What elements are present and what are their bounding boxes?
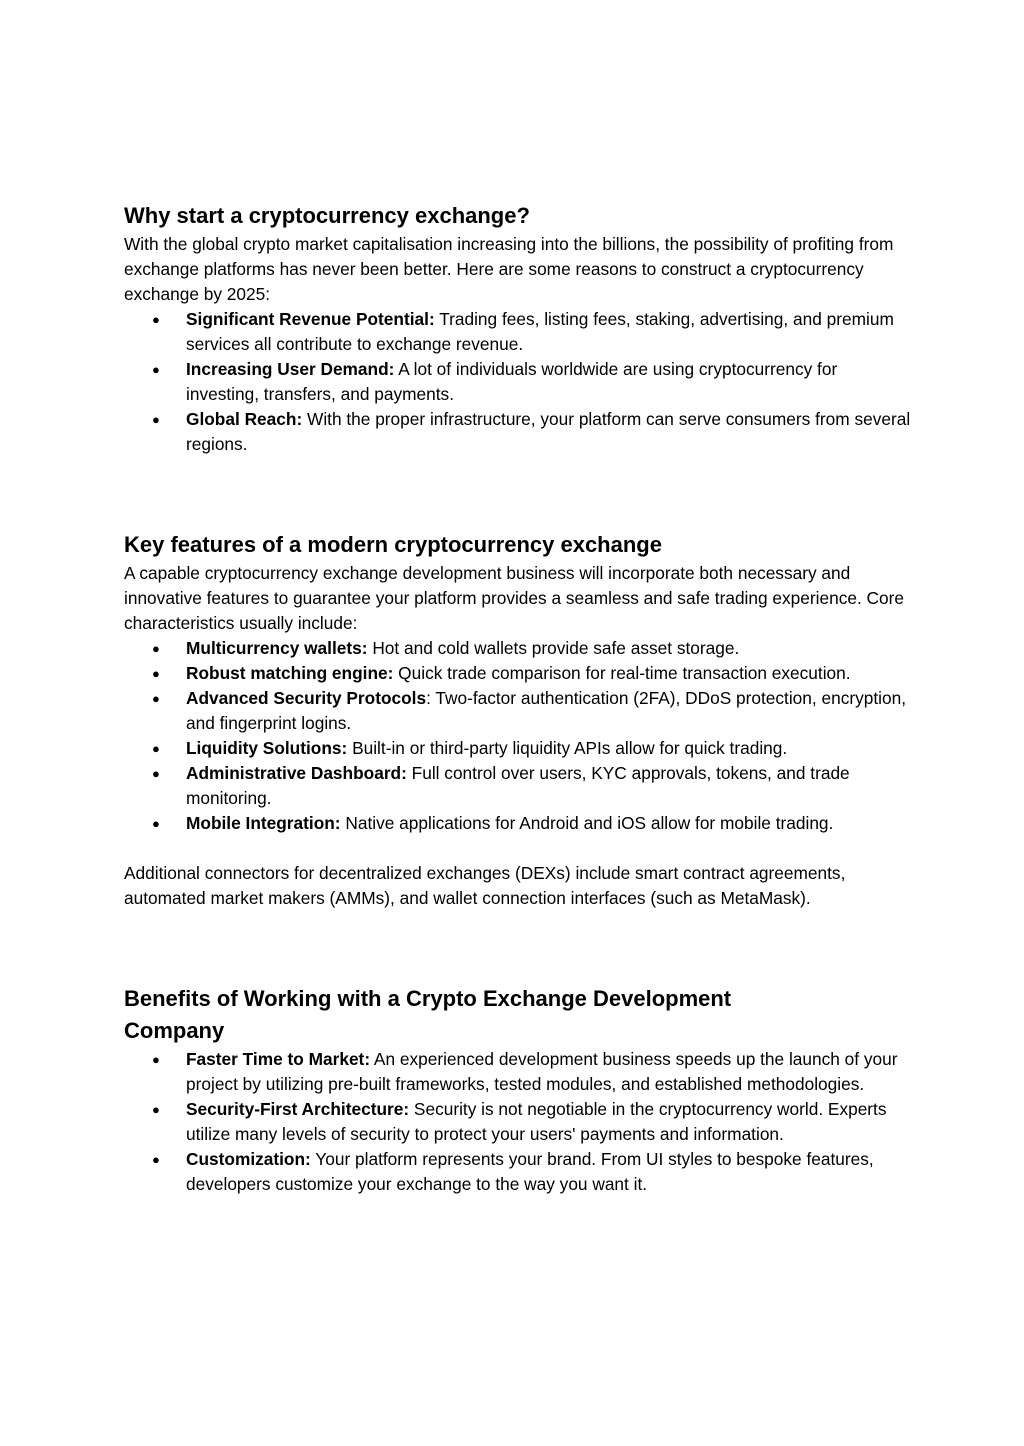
item-text: Full control over users, KYC approvals, tokens, and trade monitoring. bbox=[186, 763, 850, 808]
list-item bbox=[124, 761, 914, 811]
bullet-icon: ● bbox=[152, 412, 160, 427]
item-title: Security-First Architecture: bbox=[186, 1099, 410, 1119]
bullet-list bbox=[124, 636, 914, 836]
item-text: Security is not negotiable in the cryptocurrency world. Experts utilize many levels of security to protect your users' payments and information. bbox=[186, 1099, 887, 1144]
item-text: Native applications for Android and iOS allow for mobile trading. bbox=[340, 813, 834, 833]
item-title: Multicurrency wallets: bbox=[186, 638, 368, 658]
list-item bbox=[124, 811, 914, 836]
item-text: Quick trade comparison for real-time transaction execution. bbox=[393, 663, 851, 683]
item-text: With the proper infrastructure, your platform can serve consumers from several regions. bbox=[186, 409, 911, 454]
list-item bbox=[124, 1147, 914, 1197]
bullet-icon: ● bbox=[152, 1052, 160, 1067]
item-title: Faster Time to Market: bbox=[186, 1049, 371, 1069]
list-item bbox=[124, 1097, 914, 1147]
list-item bbox=[124, 1047, 914, 1097]
item-title: Global Reach: bbox=[186, 409, 303, 429]
bullet-icon: ● bbox=[152, 362, 160, 377]
item-title: Customization: bbox=[186, 1149, 311, 1169]
bullet-icon: ● bbox=[152, 816, 160, 831]
item-title: Liquidity Solutions: bbox=[186, 738, 348, 758]
list-item bbox=[124, 357, 914, 407]
section-heading: Why start a cryptocurrency exchange? bbox=[124, 203, 530, 228]
section-outro: Additional connectors for decentralized exchanges (DEXs) include smart contract agreements, automated market makers (AMMs), and wallet connection interfaces (such as MetaMask). bbox=[124, 863, 846, 908]
bullet-list bbox=[124, 1047, 914, 1197]
list-item bbox=[124, 636, 914, 661]
bullet-icon: ● bbox=[152, 741, 160, 756]
list-item bbox=[124, 307, 914, 357]
section-key-features bbox=[124, 529, 914, 911]
section-why-start bbox=[124, 200, 914, 457]
item-title: Significant Revenue Potential: bbox=[186, 309, 435, 329]
bullet-list bbox=[124, 307, 914, 457]
bullet-icon: ● bbox=[152, 312, 160, 327]
bullet-icon: ● bbox=[152, 1152, 160, 1167]
list-item bbox=[124, 686, 914, 736]
item-text: Built-in or third-party liquidity APIs allow for quick trading. bbox=[347, 738, 788, 758]
item-title: Administrative Dashboard: bbox=[186, 763, 407, 783]
document-page bbox=[124, 200, 914, 1197]
item-text: Your platform represents your brand. From UI styles to bespoke features, developers customize your exchange to the way you want it. bbox=[186, 1149, 874, 1194]
section-benefits bbox=[124, 983, 914, 1197]
section-heading: Key features of a modern cryptocurrency exchange bbox=[124, 532, 662, 557]
item-text: An experienced development business speeds up the launch of your project by utilizing pre-built frameworks, tested modules, and established methodologies. bbox=[186, 1049, 898, 1094]
bullet-icon: ● bbox=[152, 1102, 160, 1117]
bullet-icon: ● bbox=[152, 666, 160, 681]
item-title: Increasing User Demand: bbox=[186, 359, 395, 379]
list-item bbox=[124, 736, 914, 761]
bullet-icon: ● bbox=[152, 691, 160, 706]
section-heading: Benefits of Working with a Crypto Exchange Development Company bbox=[124, 986, 732, 1043]
item-title: Robust matching engine: bbox=[186, 663, 394, 683]
item-title: Advanced Security Protocols bbox=[186, 688, 427, 708]
item-text: A lot of individuals worldwide are using cryptocurrency for investing, transfers, and payments. bbox=[186, 359, 838, 404]
list-item bbox=[124, 407, 914, 457]
section-intro: With the global crypto market capitalisation increasing into the billions, the possibility of profiting from exchange platforms has never been better. Here are some reasons to construct a cryptocurrency exchange by 2025: bbox=[124, 234, 894, 304]
bullet-icon: ● bbox=[152, 766, 160, 781]
item-text: Trading fees, listing fees, staking, advertising, and premium services all contribute to exchange revenue. bbox=[186, 309, 894, 354]
item-text: : Two-factor authentication (2FA), DDoS protection, encryption, and fingerprint logins. bbox=[186, 688, 907, 733]
item-text: Hot and cold wallets provide safe asset storage. bbox=[367, 638, 740, 658]
list-item bbox=[124, 661, 914, 686]
section-intro: A capable cryptocurrency exchange development business will incorporate both necessary and innovative features to guarantee your platform provides a seamless and safe trading experience. Core characteristics usually include: bbox=[124, 563, 905, 633]
item-title: Mobile Integration: bbox=[186, 813, 341, 833]
bullet-icon: ● bbox=[152, 641, 160, 656]
